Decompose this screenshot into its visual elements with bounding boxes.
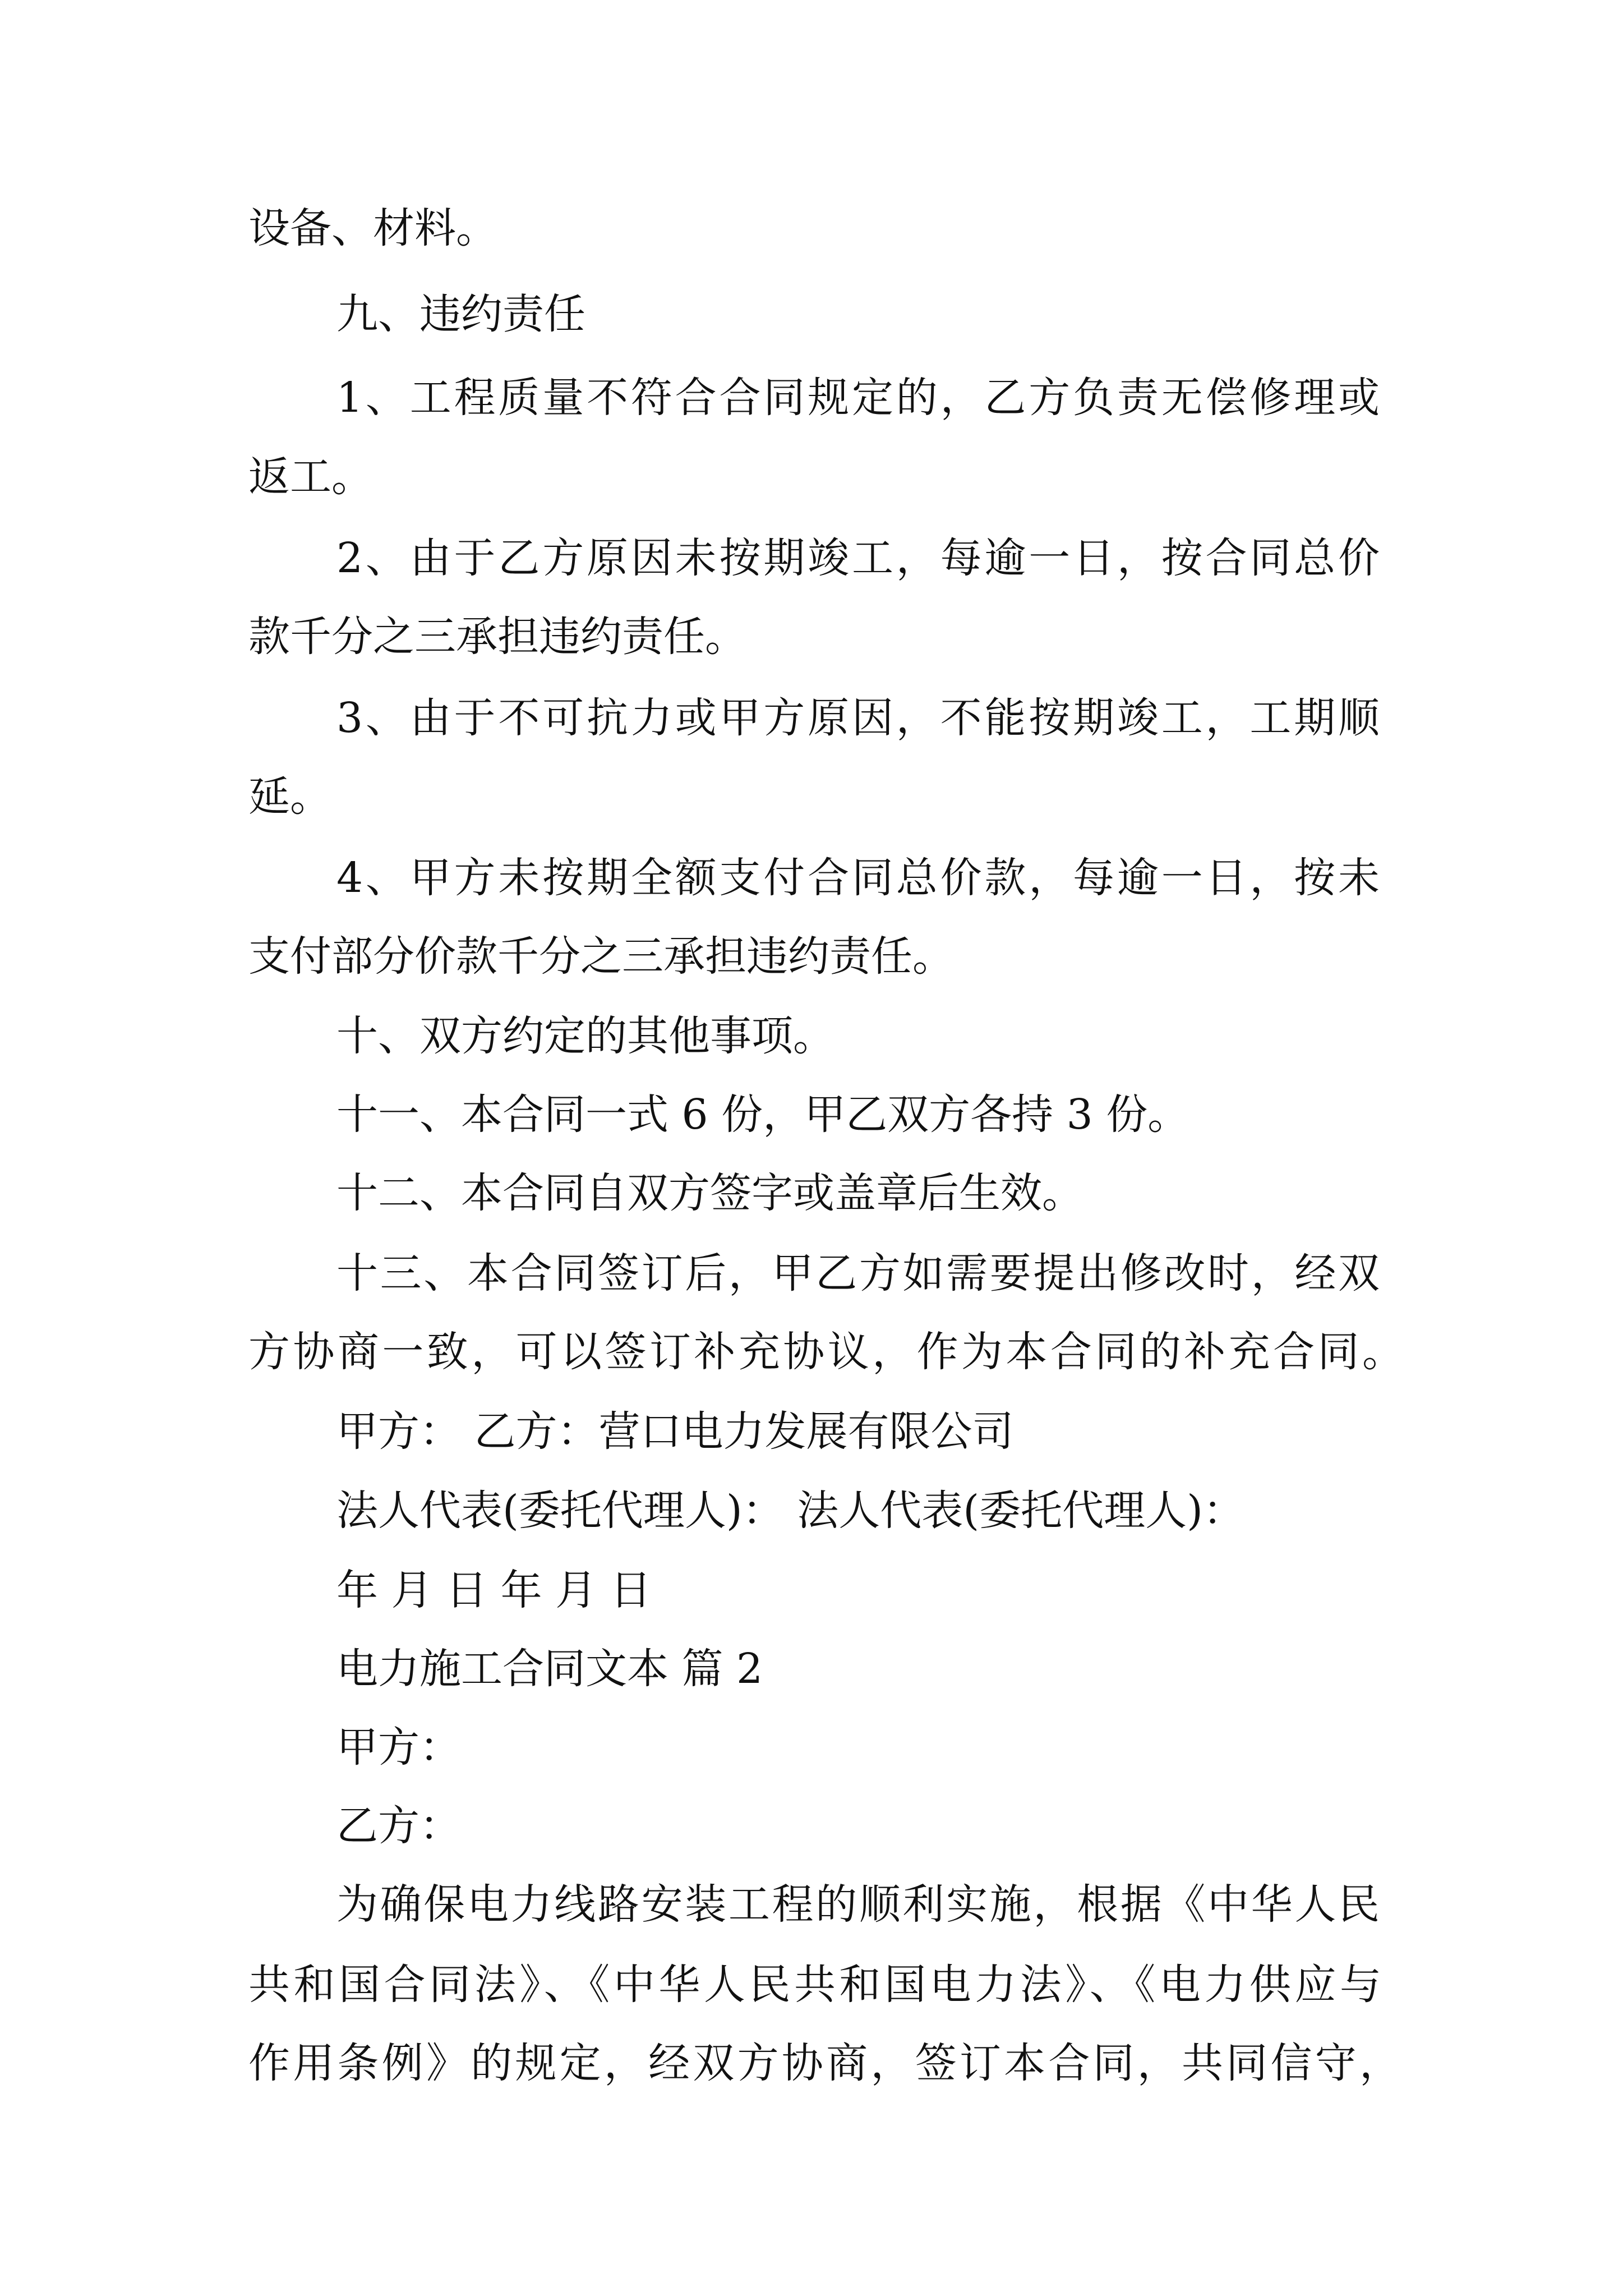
text-line-1: 设备、材料。 [248,204,497,252]
section-heading-11: 十一、本合同一式 6 份，甲乙双方各持 3 份。 [336,1091,1189,1139]
section-heading-9: 九、违约责任 [336,290,585,338]
party-names-line: 甲方： 乙方：营口电力发展有限公司 [336,1407,1014,1456]
text-line-15: 方协商一致，可以签订补充协议，作为本合同的补充合同。 [248,1328,1404,1376]
text-line-8: 延。 [248,772,331,821]
text-line-3: 1、工程质量不符合合同规定的，乙方负责无偿修理或 [336,374,1380,422]
text-line-23: 共和国合同法》、《中华人民共和国电力法》、《电力供应与 [248,1961,1381,2009]
text-line-6: 款千分之三承担违约责任。 [248,613,746,661]
party-a-label: 甲方： [336,1723,461,1772]
contract-title: 电力施工合同文本 篇 2 [336,1645,763,1693]
section-heading-13: 十三、本合同签订后，甲乙方如需要提出修改时，经双 [336,1249,1380,1297]
text-line-4: 返工。 [248,453,373,501]
date-line: 年 月 日 年 月 日 [336,1566,652,1614]
text-line-7: 3、由于不可抗力或甲方原因，不能按期竣工，工期顺 [336,694,1380,742]
text-line-22: 为确保电力线路安装工程的顺利实施，根据《中华人民 [336,1880,1380,1929]
section-heading-10: 十、双方约定的其他事项。 [336,1012,834,1060]
text-line-5: 2、由于乙方原因未按期竣工，每逾一日，按合同总价 [336,534,1380,582]
text-line-9: 4、甲方未按期全额支付合同总价款，每逾一日，按未 [336,854,1380,902]
text-line-10: 支付部分价款千分之三承担违约责任。 [248,932,954,981]
section-heading-12: 十二、本合同自双方签字或盖章后生效。 [336,1169,1083,1217]
party-b-label: 乙方： [336,1802,461,1850]
legal-representative-line: 法人代表(委托代理人)： 法人代表(委托代理人)： [336,1487,1245,1535]
text-line-24: 作用条例》的规定，经双方协商，签订本合同，共同信守， [248,2039,1401,2087]
